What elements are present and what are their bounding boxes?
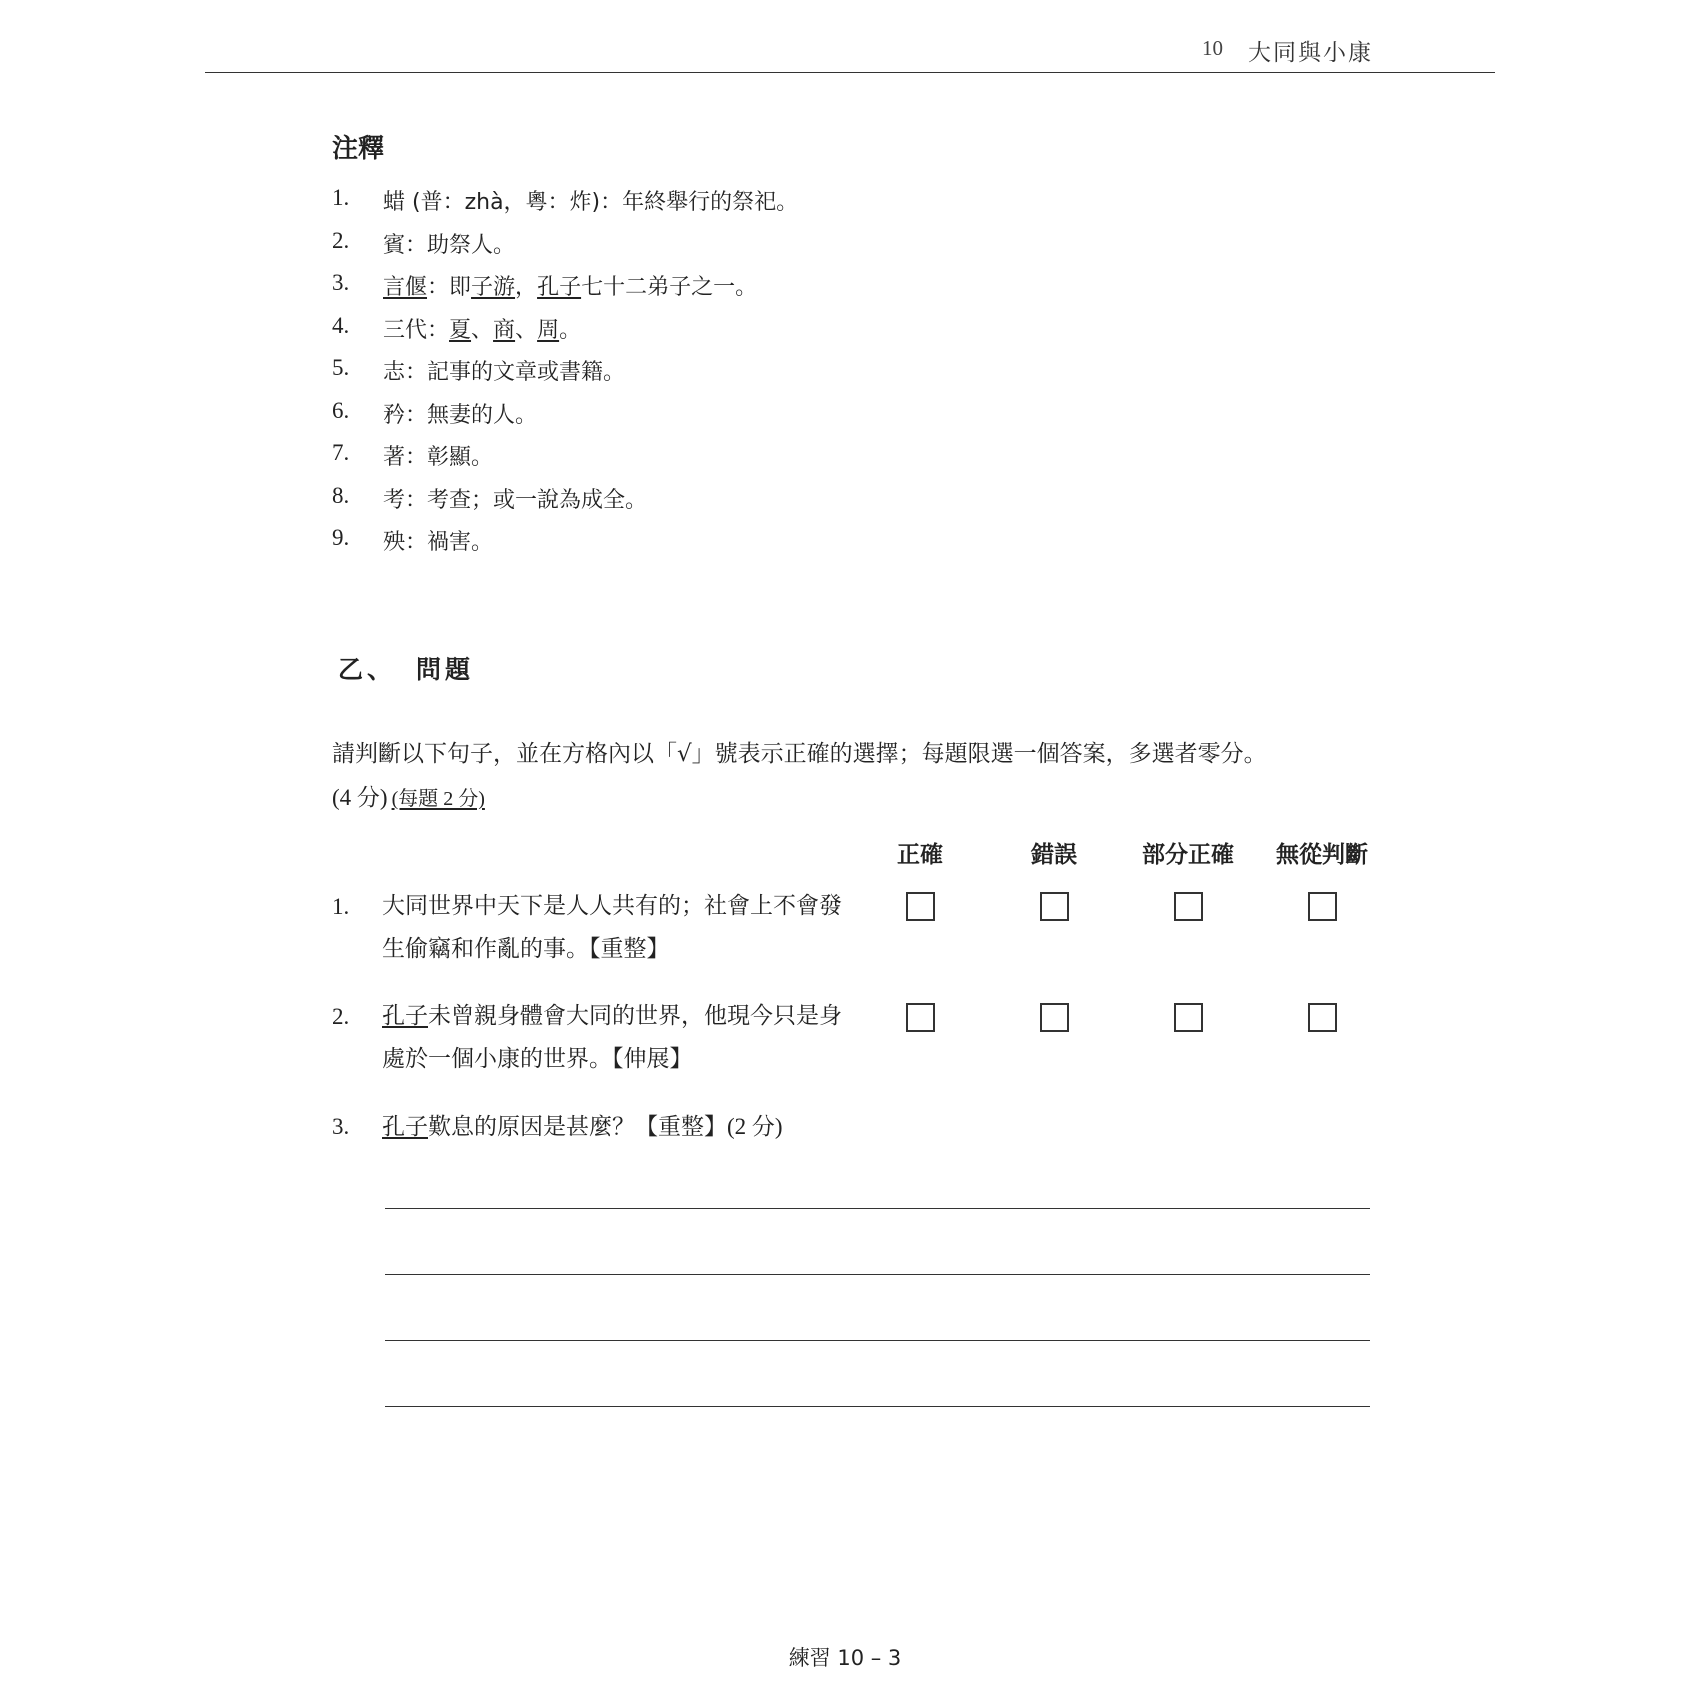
note-text: 志：記事的文章或書籍。 bbox=[383, 360, 626, 385]
note-item bbox=[332, 398, 798, 441]
answer-line[interactable] bbox=[385, 1406, 1370, 1407]
question-text bbox=[382, 995, 852, 1081]
q1-cannot-judge-checkbox[interactable] bbox=[1308, 892, 1337, 921]
chapter-title: 大同與小康 bbox=[1248, 40, 1373, 66]
question-number: 2. bbox=[332, 1004, 350, 1029]
question-number: 3. bbox=[332, 1114, 350, 1139]
note-fragment: 七十二弟子之一。 bbox=[581, 275, 758, 300]
note-item bbox=[332, 185, 798, 228]
note-text: 殃：禍害。 bbox=[383, 530, 494, 555]
q1-wrong-checkbox[interactable] bbox=[1040, 892, 1069, 921]
notes-list bbox=[332, 185, 798, 568]
q2-correct-checkbox[interactable] bbox=[906, 1003, 935, 1032]
question-number: 1. bbox=[332, 894, 350, 919]
note-number: 9. bbox=[332, 525, 350, 550]
note-item bbox=[332, 270, 798, 313]
question-fragment: 未曾親身體會大同的世界，他現今只是身處於一個小康的世界。【伸展】 bbox=[382, 1003, 842, 1072]
note-text: 蜡 (普：zhà，粵：炸)：年終舉行的祭祀。 bbox=[383, 190, 799, 215]
questions-section-title bbox=[338, 650, 474, 686]
note-item bbox=[332, 525, 798, 568]
section-label: 乙、 bbox=[338, 655, 397, 684]
q1-correct-checkbox[interactable] bbox=[906, 892, 935, 921]
note-fragment: ， bbox=[515, 275, 538, 300]
page-header bbox=[205, 30, 1495, 73]
note-item bbox=[332, 313, 798, 356]
note-fragment: 。 bbox=[559, 317, 582, 343]
note-fragment: 、 bbox=[515, 317, 538, 343]
note-text bbox=[383, 313, 581, 344]
note-number: 6. bbox=[332, 397, 350, 423]
answer-line[interactable] bbox=[385, 1208, 1370, 1209]
note-text: 矜：無妻的人。 bbox=[383, 402, 538, 428]
note-text: 著：彰顯。 bbox=[383, 445, 494, 470]
note-number: 4. bbox=[332, 312, 350, 338]
question-points: (2 分) bbox=[727, 1114, 783, 1139]
note-text bbox=[383, 270, 757, 301]
note-fragment: 、 bbox=[471, 317, 494, 343]
note-item bbox=[332, 355, 798, 398]
question-text bbox=[382, 1105, 1282, 1149]
question-text: 大同世界中天下是人人共有的；社會上不會發生偷竊和作亂的事。【重整】 bbox=[382, 893, 842, 962]
note-number: 5. bbox=[332, 355, 350, 380]
q2-cannot-judge-checkbox[interactable] bbox=[1308, 1003, 1337, 1032]
column-wrong: 錯誤 bbox=[1031, 842, 1077, 868]
q2-wrong-checkbox[interactable] bbox=[1040, 1003, 1069, 1032]
section-title: 問題 bbox=[416, 655, 475, 684]
note-number: 7. bbox=[332, 440, 350, 465]
answer-line[interactable] bbox=[385, 1274, 1370, 1275]
dynasty-name: 周 bbox=[537, 317, 560, 343]
q1-partially-correct-checkbox[interactable] bbox=[1174, 892, 1203, 921]
note-text: 考：考查；或一說為成全。 bbox=[383, 487, 648, 513]
note-number: 3. bbox=[332, 270, 350, 295]
person-name: 子游 bbox=[471, 275, 516, 300]
question-fragment: 歎息的原因是甚麼？【重整】 bbox=[428, 1114, 727, 1140]
notes-title: 注釋 bbox=[332, 134, 385, 164]
q2-partially-correct-checkbox[interactable] bbox=[1174, 1003, 1203, 1032]
total-marks: (4 分) bbox=[332, 785, 388, 810]
chapter-number: 10 bbox=[1202, 36, 1223, 60]
person-name: 孔子 bbox=[382, 1114, 428, 1140]
note-item bbox=[332, 228, 798, 271]
column-cannot-judge: 無從判斷 bbox=[1276, 842, 1368, 868]
note-term: 言偃 bbox=[383, 275, 428, 300]
dynasty-name: 夏 bbox=[449, 317, 472, 343]
note-number: 8. bbox=[332, 482, 350, 508]
column-partially-correct: 部分正確 bbox=[1142, 842, 1234, 868]
instruction-text bbox=[332, 733, 1392, 821]
marks-line bbox=[332, 776, 1392, 821]
note-item bbox=[332, 440, 798, 483]
marks-each: (每題 2 分) bbox=[391, 788, 485, 810]
instruction-line: 請判斷以下句子，並在方格內以「√」號表示正確的選擇；每題限選一個答案，多選者零分。 bbox=[332, 741, 1267, 767]
person-name: 孔子 bbox=[537, 275, 582, 300]
answer-line[interactable] bbox=[385, 1340, 1370, 1341]
person-name: 孔子 bbox=[382, 1003, 428, 1029]
dynasty-name: 商 bbox=[493, 317, 516, 343]
note-number: 1. bbox=[332, 185, 350, 210]
column-correct: 正確 bbox=[897, 842, 943, 868]
note-fragment: 三代： bbox=[383, 317, 450, 343]
note-number: 2. bbox=[332, 227, 350, 253]
note-fragment: ：即 bbox=[427, 275, 472, 300]
note-text: 賓：助祭人。 bbox=[383, 232, 516, 258]
note-item bbox=[332, 483, 798, 526]
page-footer: 練習 10 – 3 bbox=[788, 1646, 902, 1670]
